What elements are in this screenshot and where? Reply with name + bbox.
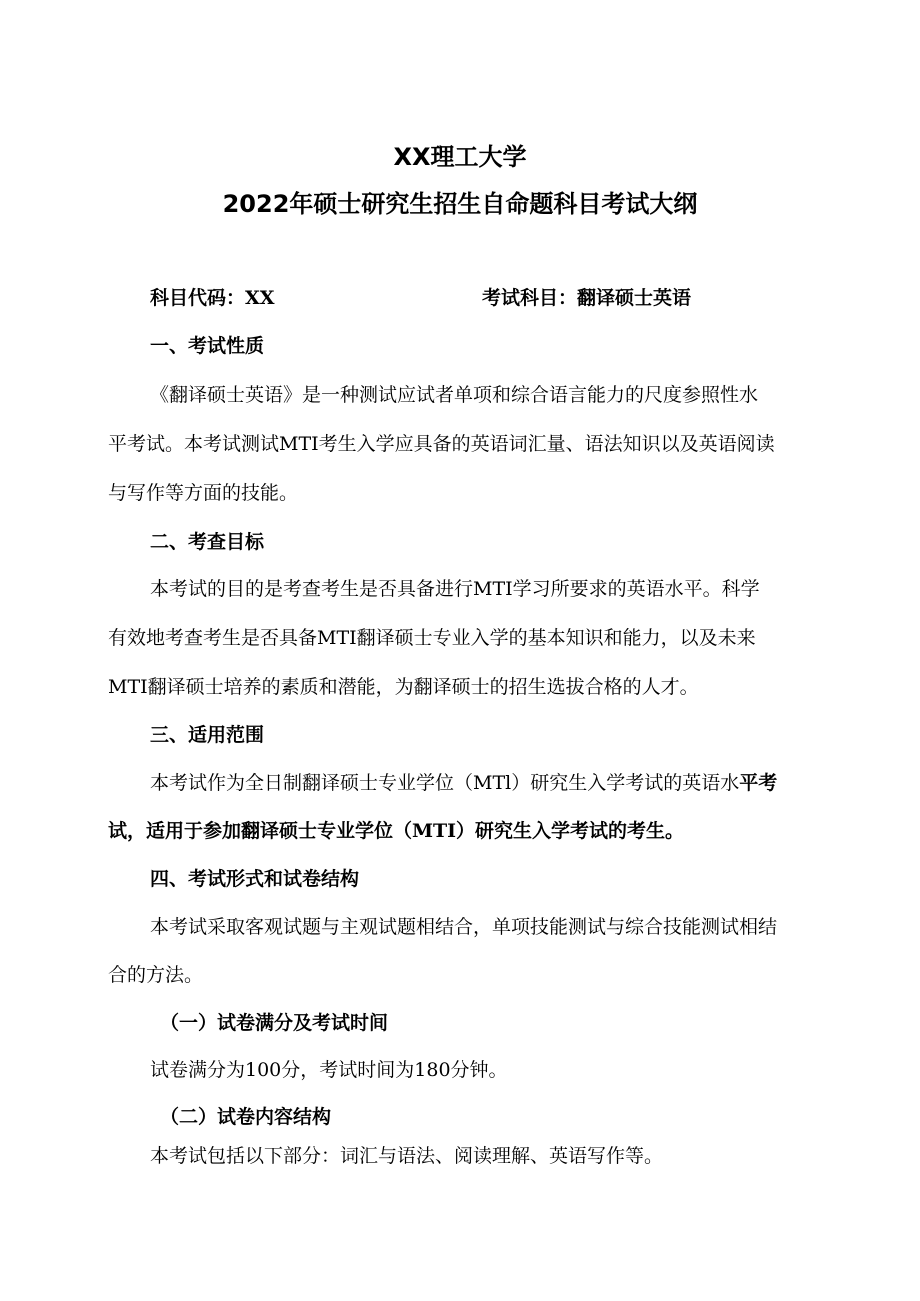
paragraph-line: 试卷满分为100分，考试时间为180分钟。 [150,1059,508,1081]
paragraph-line: MTI翻译硕士培养的素质和潜能，为翻译硕士的招生选拔合格的人才。 [108,676,699,698]
paragraph-line: 本考试采取客观试题与主观试题相结合，单项技能测试与综合技能测试相结 [150,916,778,938]
section-heading-3: 三、适用范围 [150,724,265,746]
subsection-heading-1: （一）试卷满分及考试时间 [160,1012,389,1034]
section-heading-4: 四、考试形式和试卷结构 [150,868,360,890]
section-heading-2: 二、考查目标 [150,531,265,553]
school-name: XX理工大学 [393,143,527,171]
paragraph-line: 本考试包括以下部分：词汇与语法、阅读理解、英语写作等。 [150,1145,664,1167]
section-heading-1: 一、考试性质 [150,335,265,357]
paragraph-line: 试，适用于参加翻译硕士专业学位（MTI）研究生入学考试的考生。 [108,820,685,842]
paragraph-line: 合的方法。 [108,964,204,986]
paragraph-line: 有效地考查考生是否具备MTI翻译硕士专业入学的基本知识和能力，以及未来 [108,627,756,649]
paragraph-line: 平考试。本考试测试MTI考生入学应具备的英语词汇量、语法知识以及英语阅读 [108,433,775,455]
paragraph-line: 《翻译硕士英语》是一种测试应试者单项和综合语言能力的尺度参照性水 [150,384,759,406]
paragraph-line: 与写作等方面的技能。 [108,482,299,504]
subject-code: 科目代码：XX [150,287,275,309]
paragraph-line [150,768,810,795]
document-title: 2022年硕士研究生招生自命题科目考试大纲 [222,190,698,218]
exam-subject: 考试科目：翻译硕士英语 [482,287,692,309]
subsection-heading-2: （二）试卷内容结构 [160,1106,332,1128]
paragraph-text: 本考试作为全日制翻译硕士专业学位（MTl）研究生入学考试的英语水 [150,772,740,794]
paragraph-line: 本考试的目的是考查考生是否具备进行MTI学习所要求的英语水平。科学 [150,578,760,600]
paragraph-text-bold: 平考 [739,772,778,794]
